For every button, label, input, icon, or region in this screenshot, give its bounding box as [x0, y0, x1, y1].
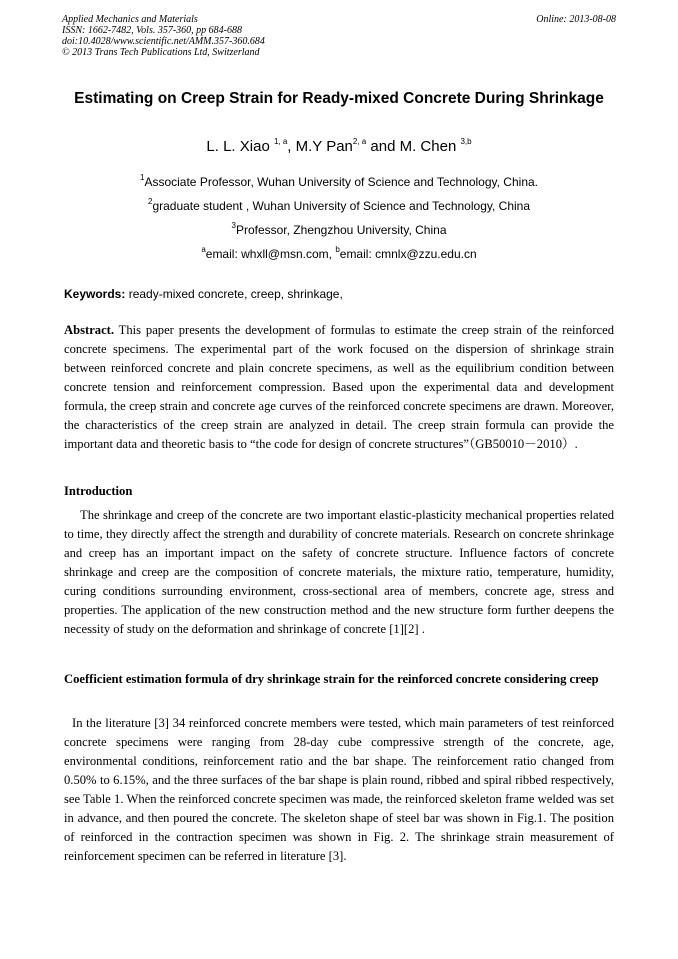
- email-text: email: whxll@msn.com,: [205, 247, 336, 261]
- paper-title: Estimating on Creep Strain for Ready-mixed Concrete During Shrinkage: [74, 90, 604, 107]
- keywords-text: ready-mixed concrete, creep, shrinkage,: [125, 287, 343, 301]
- author-name: L. L. Xiao: [206, 138, 274, 155]
- keywords-label: Keywords:: [64, 287, 126, 301]
- affiliation-sup: 3: [231, 221, 236, 230]
- section-heading-coefficient: Coefficient estimation formula of dry shrinkage strain for the reinforced concrete considering creep: [64, 672, 599, 686]
- author-sup: 1, a: [273, 137, 288, 146]
- affiliation-2: [0, 198, 678, 213]
- journal-name: Applied Mechanics and Materials: [62, 14, 198, 25]
- email-sup: b: [335, 245, 340, 254]
- email-sup: a: [201, 245, 206, 254]
- affiliation-3: [0, 222, 678, 237]
- keywords: [64, 287, 343, 301]
- affiliation-text: graduate student , Wuhan University of Science and Technology, China: [152, 199, 531, 213]
- abstract: [64, 321, 614, 454]
- issn-line: ISSN: 1662-7482, Vols. 357-360, pp 684-688: [62, 25, 242, 36]
- abstract-text: This paper presents the development of formulas to estimate the creep strain of the reinforced concrete specimens. The experimental part of the work focused on the dispersion of shrinkage strain between reinforced concrete and plain concrete specimens, as well as the equilibrium condition between concrete tension and reinforcement compression. Based upon the experimental data and development formula, the creep strain and concrete age curves of the reinforced concrete specimens are drawn. Moreover, the characteristics of the creep strain are analyzed in detail. The creep strain formula can provide the important data and theoretic basis to “the code for design of concrete structures”（GB50010－2010）.: [64, 323, 614, 451]
- author-sup: 3,b: [460, 137, 472, 146]
- abstract-label: Abstract.: [64, 323, 115, 337]
- journal-header: [62, 14, 265, 58]
- introduction-text: The shrinkage and creep of the concrete are two important elastic-plasticity mechanical properties related to time, they directly affect the strength and durability of concrete materials. Research on concrete shrinkage and creep has an important impact on the safety of concrete structure. Influence factors of concrete shrinkage and creep are the composition of concrete materials, the mixture ratio, temperature, humidity, curing conditions surrounding environment, cross-sectional area of members, concrete age, stress and properties. The application of the new construction method and the new structure form further deepens the necessity of study on the deformation and shrinkage of concrete [1][2] .: [64, 508, 614, 636]
- section-coefficient-text: In the literature [3] 34 reinforced concrete members were tested, which main parameters of test reinforced concrete specimens were ranging from 28-day cube compressive strength of the concrete, age, environmental conditions, reinforcement ratio and the bar shape. The reinforcement ratio changed from 0.50% to 6.15%, and the three surfaces of the bar shape is plain round, ribbed and spiral ribbed respectively, see Table 1. When the reinforced concrete specimen was made, the reinforced skeleton frame welded was set in advance, and then poured the concrete. The skeleton shape of steel bar was shown in Fig.1. The position of reinforced in the contraction specimen was shown in Fig. 2. The shrinkage strain measurement of reinforcement specimen can be referred in literature [3].: [64, 716, 614, 863]
- affiliation-text: Associate Professor, Wuhan University of Science and Technology, China.: [144, 175, 538, 189]
- affiliation-1: [0, 174, 678, 189]
- affiliation-text: Professor, Zhengzhou University, China: [235, 223, 447, 237]
- email-text: email: cmnlx@zzu.edu.cn: [339, 247, 477, 261]
- online-date: Online: 2013-08-08: [536, 14, 616, 25]
- author-name: and M. Chen: [366, 138, 461, 155]
- author-list: [0, 138, 678, 155]
- affiliation-sup: 2: [147, 197, 153, 206]
- section-heading-introduction: Introduction: [64, 484, 133, 498]
- doi-line: doi:10.4028/www.scientific.net/AMM.357-360.684: [62, 36, 265, 47]
- affiliation-sup: 1: [140, 173, 145, 182]
- email-line: [0, 246, 678, 261]
- copyright-line: © 2013 Trans Tech Publications Ltd, Switzerland: [62, 47, 260, 58]
- author-sup: 2, a: [352, 137, 367, 146]
- author-name: , M.Y Pan: [287, 138, 353, 155]
